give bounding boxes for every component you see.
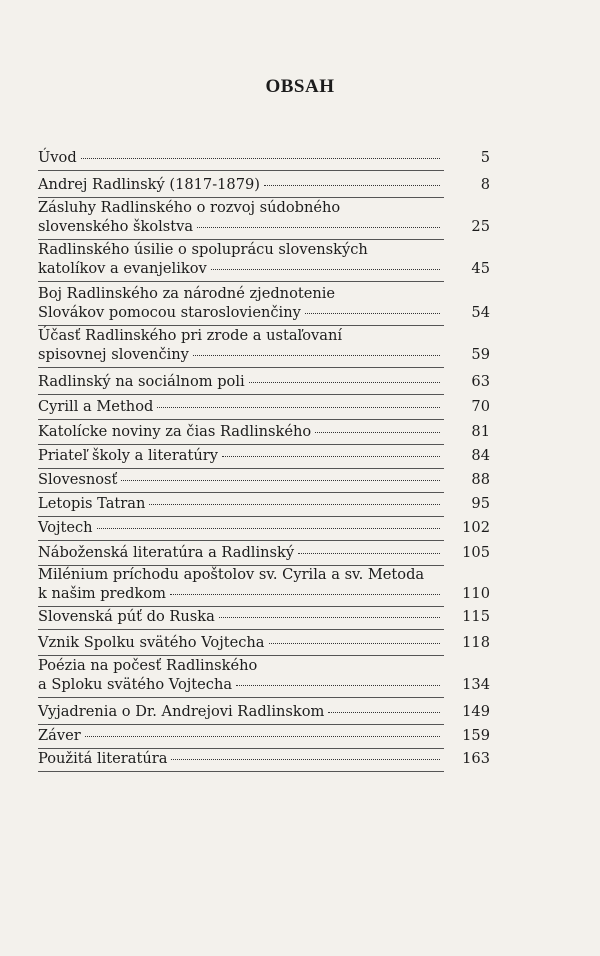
toc-entry-text: Andrej Radlinský (1817-1879) — [38, 176, 260, 193]
entry-separator — [38, 468, 444, 469]
toc-entry — [38, 422, 490, 445]
toc-entry — [38, 543, 490, 566]
toc-entry — [38, 749, 490, 772]
dot-leader — [157, 407, 440, 408]
toc-entry-text: Poézia na počesť Radlinského — [38, 657, 258, 674]
toc-entry — [38, 175, 490, 198]
toc-page-number: 118 — [462, 634, 490, 651]
toc-entry — [38, 397, 490, 420]
toc-entry — [38, 326, 490, 368]
toc-entry-text: Priateľ školy a literatúry — [38, 447, 218, 464]
toc-entry-text: Milénium príchodu apoštolov sv. Cyrila a sv. Metoda — [38, 566, 425, 583]
toc-entry — [38, 494, 490, 517]
toc-page-number: 5 — [480, 149, 490, 166]
toc-entry — [38, 446, 490, 469]
dot-leader — [305, 313, 440, 314]
toc-entry — [38, 702, 490, 725]
toc-page-number: 95 — [471, 495, 490, 512]
toc-entry-text: Cyrill a Method — [38, 398, 154, 415]
toc-entry-text: k našim predkom — [38, 585, 166, 602]
entry-separator — [38, 516, 444, 517]
toc-entry-text: Slovákov pomocou staroslovienčiny — [38, 304, 301, 321]
toc-page-number: 81 — [471, 423, 490, 440]
toc-page-number: 149 — [462, 703, 490, 720]
dot-leader — [222, 456, 440, 457]
toc-entry-text: Slovesnosť — [38, 471, 118, 488]
dot-leader — [197, 227, 440, 228]
dot-leader — [219, 617, 440, 618]
toc-entry — [38, 518, 490, 541]
toc-page-number: 70 — [471, 398, 490, 415]
toc-page-number: 8 — [480, 176, 490, 193]
toc-entry-text: Letopis Tatran — [38, 495, 146, 512]
dot-leader — [328, 712, 440, 713]
entry-separator — [38, 419, 444, 420]
toc-entry-text: Slovenská púť do Ruska — [38, 608, 215, 625]
toc-entry-text: Náboženská literatúra a Radlinský — [38, 544, 295, 561]
toc-entry — [38, 240, 490, 282]
toc-page-number: 63 — [471, 373, 490, 390]
toc-entry-text: Vznik Spolku svätého Vojtecha — [38, 634, 265, 651]
dot-leader — [121, 480, 440, 481]
toc-entry-text: Úvod — [38, 149, 77, 166]
toc-page-number: 115 — [462, 608, 490, 625]
dot-leader — [149, 504, 440, 505]
toc-entry — [38, 726, 490, 749]
toc-page-number: 25 — [471, 218, 490, 235]
dot-leader — [85, 736, 440, 737]
toc-entry-text: Katolícke noviny za čias Radlinského — [38, 423, 312, 440]
entry-separator — [38, 394, 444, 395]
entry-separator — [38, 629, 444, 630]
dot-leader — [97, 528, 440, 529]
toc-entry-text: Boj Radlinského za národné zjednotenie — [38, 285, 336, 302]
toc-entry — [38, 656, 490, 698]
entry-separator — [38, 697, 444, 698]
dot-leader — [81, 158, 440, 159]
toc-page-number: 159 — [462, 727, 490, 744]
toc-page-number: 84 — [471, 447, 490, 464]
toc-entry-text: Účasť Radlinského pri zrode a ustaľovaní — [38, 327, 343, 344]
entry-separator — [38, 444, 444, 445]
dot-leader — [298, 553, 440, 554]
toc-entry — [38, 607, 490, 630]
toc-entry-text: Použitá literatúra — [38, 750, 168, 767]
toc-entry-text: spisovnej slovenčiny — [38, 346, 189, 363]
toc-entry-text: Radlinský na sociálnom poli — [38, 373, 245, 390]
dot-leader — [269, 643, 441, 644]
dot-leader — [249, 382, 440, 383]
dot-leader — [171, 759, 440, 760]
toc-page-number: 45 — [471, 260, 490, 277]
toc-entry-text: Zásluhy Radlinského o rozvoj súdobného — [38, 199, 341, 216]
toc-page-number: 134 — [462, 676, 490, 693]
toc-page-number: 54 — [471, 304, 490, 321]
toc-entry-text: a Sploku svätého Vojtecha — [38, 676, 233, 693]
dot-leader — [193, 355, 440, 356]
toc-entry-text: Záver — [38, 727, 81, 744]
dot-leader — [236, 685, 440, 686]
toc-page-number: 163 — [462, 750, 490, 767]
dot-leader — [170, 594, 440, 595]
entry-separator — [38, 367, 444, 368]
toc-entry-text: slovenského školstva — [38, 218, 194, 235]
toc-entry-text: Vojtech — [38, 519, 93, 536]
toc-page-number: 105 — [462, 544, 490, 561]
toc-page-number: 88 — [471, 471, 490, 488]
dot-leader — [264, 185, 440, 186]
toc-entry — [38, 470, 490, 493]
toc-entry — [38, 565, 490, 607]
dot-leader — [315, 432, 440, 433]
toc-page-number: 110 — [462, 585, 490, 602]
entry-separator — [38, 724, 444, 725]
toc-entry-text: katolíkov a evanjelikov — [38, 260, 207, 277]
toc-entry-text: Vyjadrenia o Dr. Andrejovi Radlinskom — [38, 703, 325, 720]
toc-page-number: 102 — [462, 519, 490, 536]
toc-entry — [38, 148, 490, 171]
entry-separator — [38, 771, 444, 772]
toc-entry — [38, 372, 490, 395]
toc-entry — [38, 633, 490, 656]
entry-separator — [38, 170, 444, 171]
toc-page-number: 59 — [471, 346, 490, 363]
page-title: OBSAH — [265, 76, 335, 97]
toc-entry — [38, 284, 490, 326]
entry-separator — [38, 492, 444, 493]
dot-leader — [211, 269, 440, 270]
entry-separator — [38, 281, 444, 282]
toc-entry — [38, 198, 490, 240]
entry-separator — [38, 540, 444, 541]
toc-entry-text: Radlinského úsilie o spoluprácu slovenských — [38, 241, 368, 258]
